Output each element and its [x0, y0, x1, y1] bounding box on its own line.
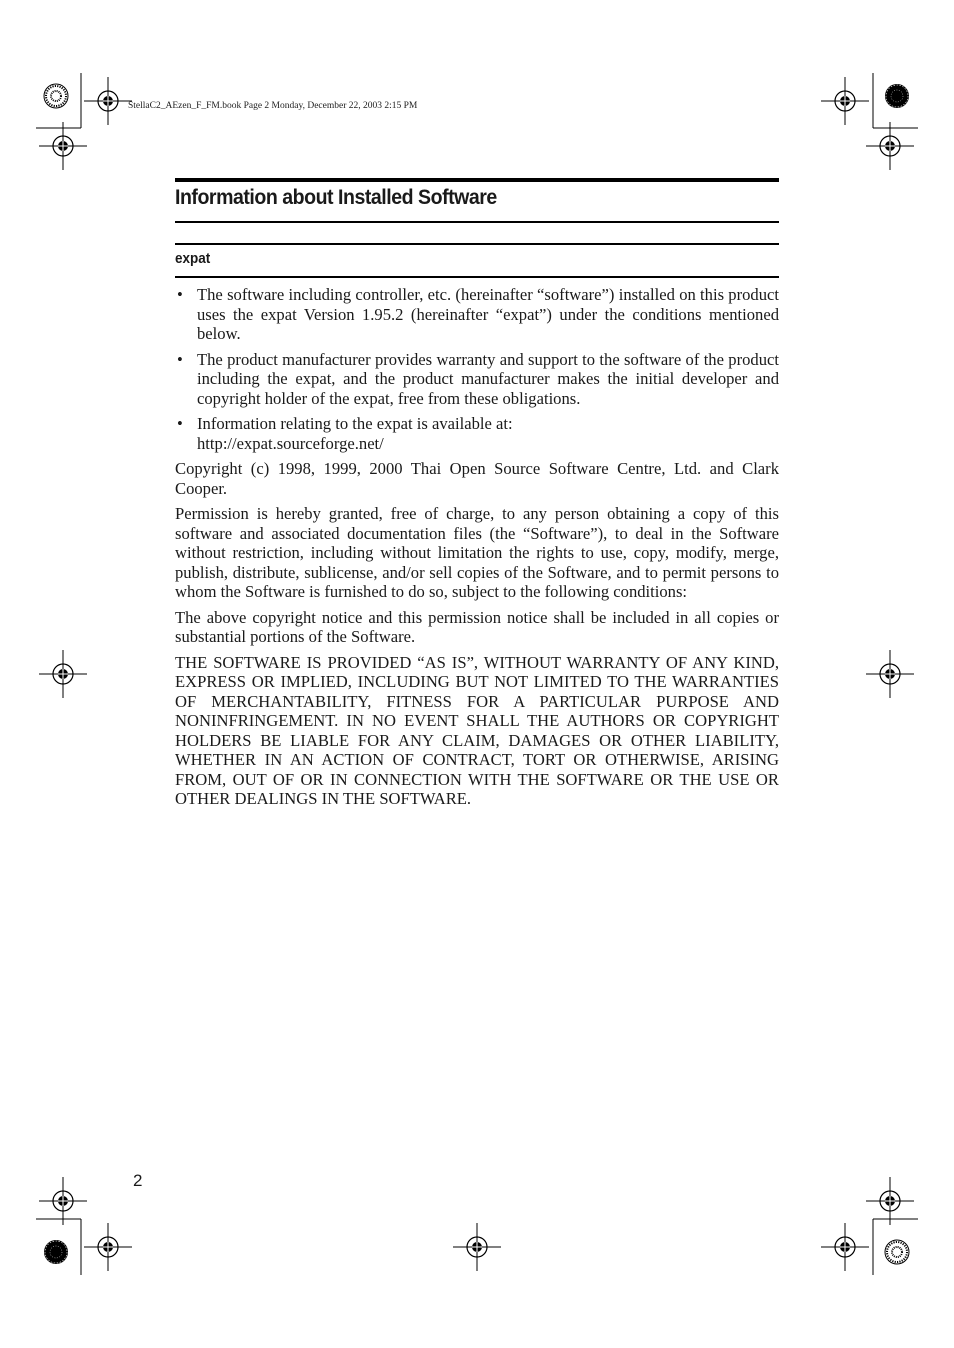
section-rule-bottom: [175, 276, 779, 278]
star-target-icon: [44, 84, 68, 108]
registration-mark-icon: [821, 77, 869, 125]
permission-paragraph: Permission is hereby granted, free of charge, to any person obtaining a copy of this software and associated documentation files (the “Software”), to deal in the Software without restriction, including without limitation the rights to use, copy, modify, merge, publish, distribute, sublicense, and/or sell copies of the Software, and to permit persons to whom the Software is furnished to do so, subject to the following conditions:: [175, 504, 779, 601]
bullet-icon: •: [177, 349, 183, 369]
bullet-text: The software including controller, etc. (hereinafter “software”) installed on this product uses the expat Version 1.95.2 (hereinafter “expat”) under the conditions mentioned below.: [197, 285, 779, 343]
list-item: [175, 350, 779, 409]
bullet-icon: •: [177, 285, 183, 304]
list-item: [175, 414, 779, 453]
registration-mark-icon: [39, 122, 87, 170]
warranty-disclaimer-paragraph: THE SOFTWARE IS PROVIDED “AS IS”, WITHOUT WARRANTY OF ANY KIND, EXPRESS OR IMPLIED, INCLUDING BUT NOT LIMITED TO THE WARRANTIES OF MERCHANTABILITY, FITNESS FOR A PARTICULAR PURPOSE AND NONINFRINGEMENT. IN NO EVENT SHALL THE AUTHORS OR COPYRIGHT HOLDERS BE LIABLE FOR ANY CLAIM, DAMAGES OR OTHER LIABILITY, WHETHER IN AN ACTION OF CONTRACT, TORT OR OTHERWISE, ARISING FROM, OUT OF OR IN CONNECTION WITH THE SOFTWARE OR THE USE OR OTHER DEALINGS IN THE SOFTWARE.: [175, 652, 779, 808]
page-title: Information about Installed Software: [175, 186, 497, 209]
title-rule-bottom: [175, 221, 779, 223]
bullet-text: Information relating to the expat is available at:: [197, 414, 513, 433]
copyright-paragraph: Copyright (c) 1998, 1999, 2000 Thai Open Source Software Centre, Ltd. and Clark Cooper.: [175, 459, 779, 498]
registration-mark-icon: [84, 1223, 132, 1271]
notice-paragraph: The above copyright notice and this permission notice shall be included in all copies or substantial portions of the Software.: [175, 607, 779, 646]
page-number: 2: [133, 1171, 143, 1190]
registration-mark-icon: [866, 1177, 914, 1225]
registration-mark-icon: [39, 650, 87, 698]
registration-mark-icon: [453, 1223, 501, 1271]
bullet-icon: •: [177, 414, 183, 433]
star-target-icon: [885, 84, 909, 108]
list-item: [175, 285, 779, 344]
registration-mark-icon: [84, 77, 132, 125]
registration-mark-icon: [866, 122, 914, 170]
section-rule-top: [175, 243, 779, 245]
registration-mark-icon: [39, 1177, 87, 1225]
bullet-text: The product manufacturer provides warranty and support to the software of the product including the expat, and the product manufacturer makes the initial developer and copyright holder of the expat, free from these obligations.: [197, 349, 779, 408]
title-rule-top: [175, 178, 779, 182]
print-header: StellaC2_AEzen_F_FM.book Page 2 Monday, December 22, 2003 2:15 PM: [128, 101, 418, 111]
star-target-icon: [44, 1240, 68, 1264]
registration-mark-icon: [866, 650, 914, 698]
registration-mark-icon: [821, 1223, 869, 1271]
star-target-icon: [885, 1240, 909, 1264]
body-content: [175, 285, 779, 815]
bullet-list: [175, 285, 779, 453]
section-title: expat: [175, 251, 211, 267]
expat-url-link[interactable]: http://expat.sourceforge.net/: [197, 433, 384, 453]
